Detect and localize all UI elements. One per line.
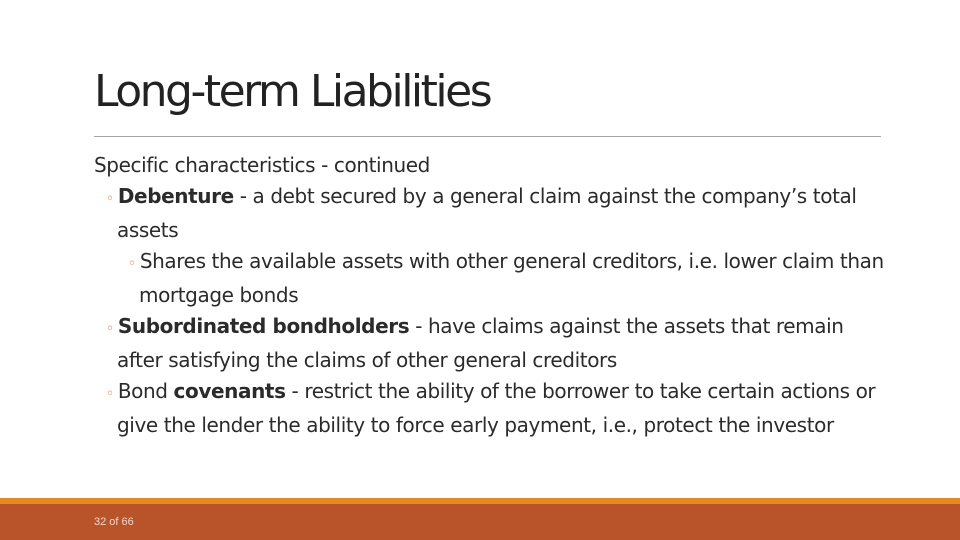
subtitle: Specific characteristics - continued [94,153,430,177]
footer-band [0,504,960,540]
subordinated-text: - have claims against the assets that remain after satisfying the claims of other general creditors [117,314,844,372]
slide-body [94,150,894,441]
bullet-icon: ◦ [106,321,114,337]
page-number: 32 of 66 [94,516,134,528]
bullet-icon: ◦ [106,386,114,402]
bullet-debenture-sub [128,246,894,311]
debenture-text: - a debt secured by a general claim against the company’s total assets [117,184,857,242]
covenants-text: - restrict the ability of the borrower to take certain actions or give the lender the ability to force early payment, i.e., protect the investor [117,379,876,437]
bullet-covenants [106,376,894,441]
bullet-icon: ◦ [128,256,136,272]
bullet-debenture [106,181,894,246]
slide-title: Long-term Liabilities [94,66,491,117]
bullet-icon: ◦ [106,191,114,207]
bullet-subordinated [106,311,894,376]
debenture-term: Debenture [117,184,234,208]
title-divider [94,136,881,137]
covenants-term: covenants [173,379,286,403]
subordinated-term: Subordinated bondholders [117,314,410,338]
debenture-sub-text: Shares the available assets with other general creditors, i.e. lower claim than mortgage bonds [139,249,884,307]
covenants-pre: Bond [117,379,174,403]
